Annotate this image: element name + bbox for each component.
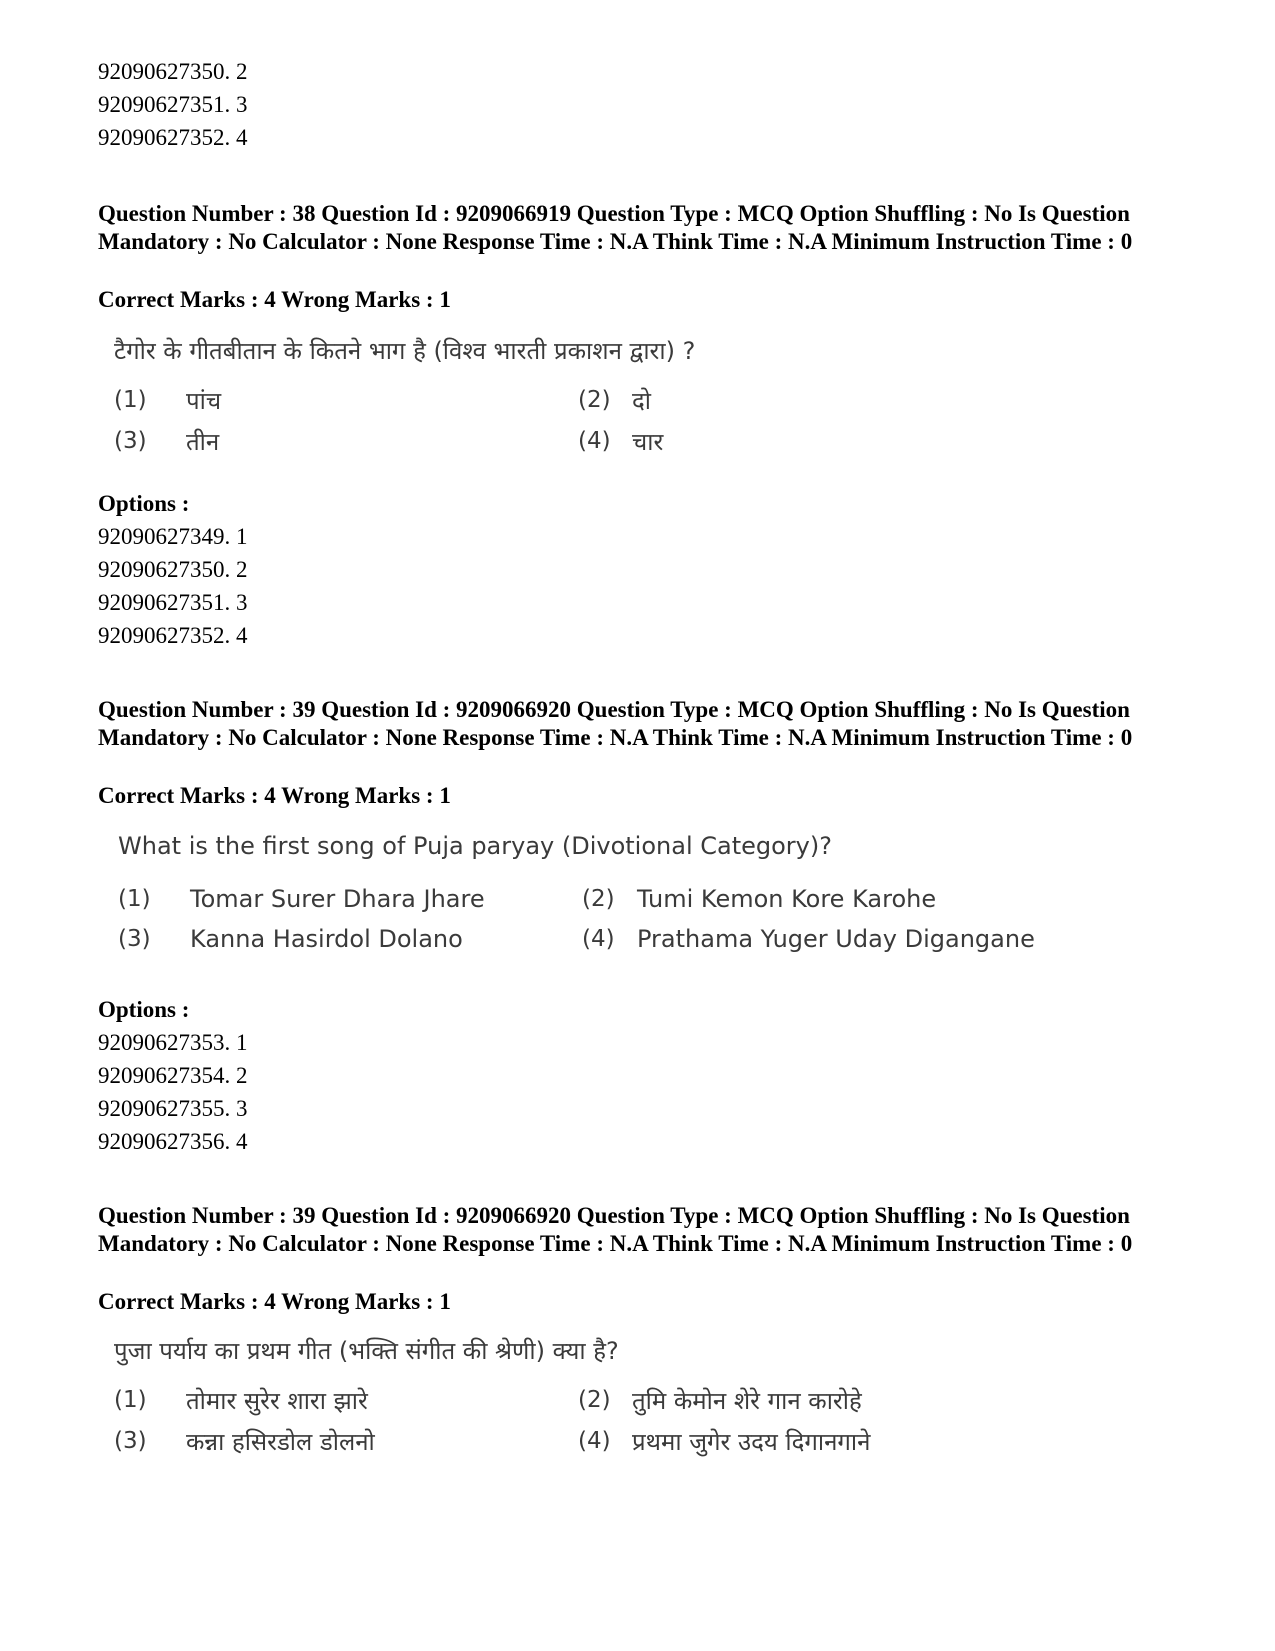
choice-text: Kanna Hasirdol Dolano	[190, 925, 463, 953]
choice-text: दो	[632, 387, 651, 415]
option-line: 92090627350. 2	[98, 557, 248, 582]
choice-number: (4)	[578, 1428, 611, 1454]
choice-number: (3)	[114, 1428, 147, 1454]
question-image	[110, 330, 1010, 470]
question-meta: Question Number : 38 Question Id : 9209066919 Question Type : MCQ Option Shuffling : No Is Question Mandatory : No Calculator : None Response Time : N.A Think Time : N.A Minimum Instruction Time : 0	[98, 201, 1133, 254]
option-line: 92090627349. 1	[98, 524, 248, 549]
choice-text: Tumi Kemon Kore Karohe	[637, 885, 937, 913]
choice-number: (4)	[582, 926, 615, 952]
choice-text: प्रथमा जुगेर उदय दिगानगाने	[632, 1428, 871, 1456]
choice-number: (1)	[114, 1387, 147, 1413]
options-label: Options :	[98, 491, 190, 516]
choice-text: चार	[632, 428, 664, 456]
question-text: टैगोर के गीतबीतान के कितने भाग है (विश्व भारती प्रकाशन द्वारा) ?	[114, 337, 696, 365]
choice-number: (3)	[114, 428, 147, 454]
option-line: 92090627354. 2	[98, 1063, 248, 1088]
option-line: 92090627352. 4	[98, 623, 248, 648]
option-line: 92090627350. 2	[98, 59, 248, 84]
choice-number: (3)	[118, 926, 151, 952]
option-line: 92090627353. 1	[98, 1030, 248, 1055]
option-line: 92090627351. 3	[98, 590, 248, 615]
choice-number: (2)	[582, 886, 615, 912]
choice-text: कन्ना हसिरडोल डोलनो	[186, 1428, 375, 1456]
question-marks: Correct Marks : 4 Wrong Marks : 1	[98, 1289, 451, 1314]
question-meta: Question Number : 39 Question Id : 9209066920 Question Type : MCQ Option Shuffling : No Is Question Mandatory : No Calculator : None Response Time : N.A Think Time : N.A Minimum Instruction Time : 0	[98, 1203, 1133, 1256]
option-line: 92090627356. 4	[98, 1129, 248, 1154]
choice-text: तीन	[186, 428, 220, 456]
question-text: What is the first song of Puja paryay (Divotional Category)?	[118, 832, 832, 860]
question-marks: Correct Marks : 4 Wrong Marks : 1	[98, 287, 451, 312]
choice-text: पांच	[186, 387, 222, 415]
question-marks: Correct Marks : 4 Wrong Marks : 1	[98, 783, 451, 808]
choice-number: (2)	[578, 1387, 611, 1413]
option-line: 92090627351. 3	[98, 92, 248, 117]
choice-number: (4)	[578, 428, 611, 454]
choice-text: Prathama Yuger Uday Digangane	[637, 925, 1035, 953]
question-text: पुजा पर्याय का प्रथम गीत (भक्ति संगीत की श्रेणी) क्या है?	[114, 1337, 619, 1365]
options-label: Options :	[98, 997, 190, 1022]
option-line: 92090627355. 3	[98, 1096, 248, 1121]
choice-text: तुमि केमोन शेरे गान कारोहे	[632, 1387, 862, 1415]
choice-number: (1)	[114, 387, 147, 413]
question-meta: Question Number : 39 Question Id : 9209066920 Question Type : MCQ Option Shuffling : No Is Question Mandatory : No Calculator : None Response Time : N.A Think Time : N.A Minimum Instruction Time : 0	[98, 697, 1133, 750]
choice-text: तोमार सुरेर शारा झारे	[186, 1387, 368, 1415]
question-image	[110, 828, 1050, 968]
choice-number: (2)	[578, 387, 611, 413]
option-line: 92090627352. 4	[98, 125, 248, 150]
question-image	[110, 1328, 1050, 1468]
choice-text: Tomar Surer Dhara Jhare	[190, 885, 485, 913]
choice-number: (1)	[118, 886, 151, 912]
